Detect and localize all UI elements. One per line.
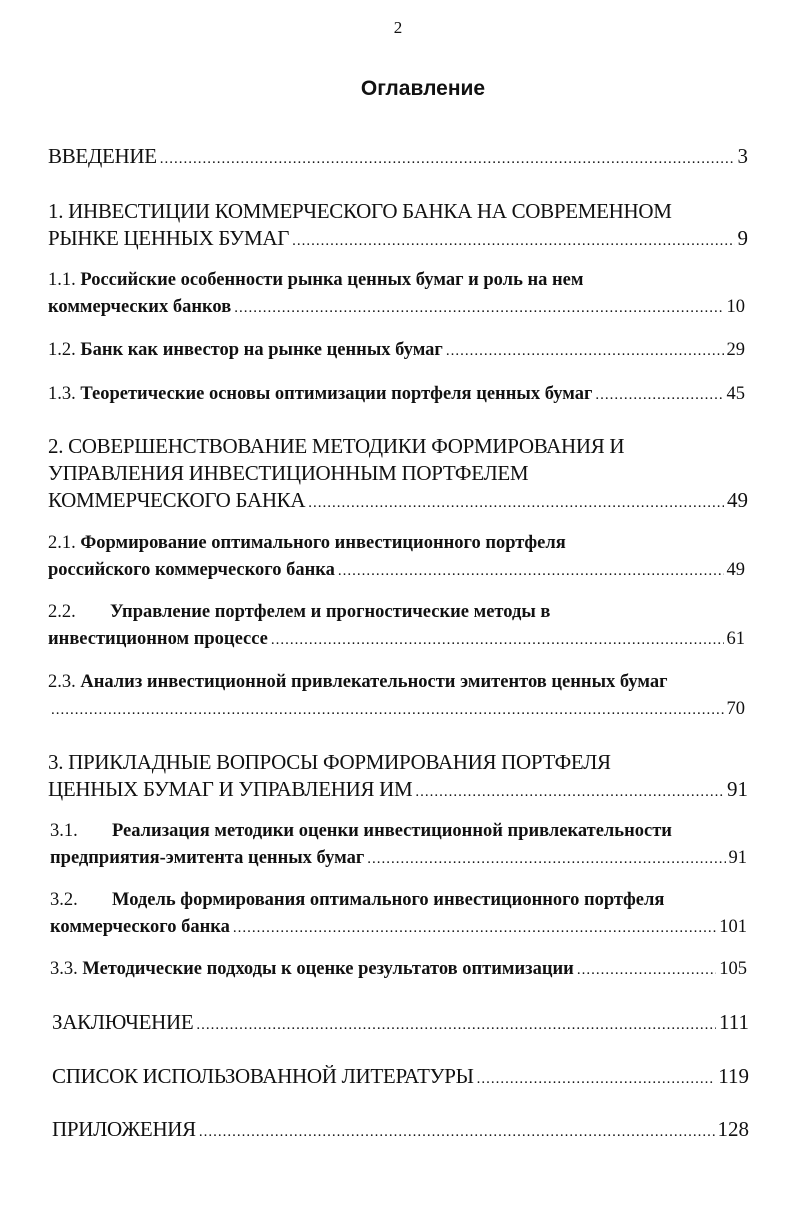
toc-entry-title: инвестиционном процессе — [48, 629, 268, 649]
toc-entry-chapter-3[interactable] — [48, 749, 748, 806]
toc-entry-page: 105 — [719, 959, 747, 979]
toc-entry-title: российского коммерческого банка — [48, 560, 335, 580]
dot-leader — [446, 338, 724, 365]
dot-leader — [595, 382, 723, 409]
toc-entry-title-line: УПРАВЛЕНИЯ ИНВЕСТИЦИОННЫМ ПОРТФЕЛЕМ — [48, 461, 529, 485]
toc-entry-title-line: Анализ инвестиционной привлекательности эмитентов ценных бумаг — [80, 672, 668, 692]
toc-entry-title: Теоретические основы оптимизации портфеля ценных бумаг — [80, 384, 593, 404]
dot-leader — [51, 697, 724, 724]
dot-leader — [160, 146, 735, 173]
toc-entry-section-2-2[interactable] — [48, 599, 745, 654]
toc-entry-page: 70 — [726, 699, 745, 719]
toc-entry-chapter-1[interactable] — [48, 198, 748, 255]
toc-entry-section-2-3[interactable] — [48, 669, 745, 724]
toc-entry-appendices[interactable] — [52, 1116, 749, 1146]
toc-entry-title-line: Реализация методики оценки инвестиционной привлекательности — [112, 821, 672, 841]
toc-entry-number: 3.1. — [50, 821, 78, 841]
toc-entry-page: 49 — [727, 488, 748, 512]
toc-entry-number: 2.2. — [48, 602, 76, 622]
toc-entry-section-1-1[interactable] — [48, 267, 745, 322]
page-number: 2 — [393, 18, 403, 37]
toc-entry-title: предприятия-эмитента ценных бумаг — [50, 848, 365, 868]
dot-leader — [477, 1066, 716, 1093]
dot-leader — [308, 490, 724, 517]
toc-entry-title-line: 3. ПРИКЛАДНЫЕ ВОПРОСЫ ФОРМИРОВАНИЯ ПОРТФЕЛЯ — [48, 750, 611, 774]
toc-entry-section-2-1[interactable] — [48, 530, 745, 585]
toc-entry-title-line: Управление портфелем и прогностические методы в — [110, 602, 551, 622]
toc-entry-page: 119 — [718, 1064, 749, 1088]
toc-entry-page: 45 — [726, 384, 745, 404]
toc-entry-title-line: 1. ИНВЕСТИЦИИ КОММЕРЧЕСКОГО БАНКА НА СОВРЕМЕННОМ — [48, 199, 672, 223]
toc-entry-title: Методические подходы к оценке результатов оптимизации — [82, 959, 574, 979]
dot-leader — [234, 295, 723, 322]
toc-entry-number: 3.3. — [50, 959, 78, 979]
toc-entry-page: 3 — [737, 144, 748, 168]
toc-entry-page: 49 — [726, 560, 745, 580]
dot-leader — [367, 846, 725, 873]
toc-entry-conclusion[interactable] — [52, 1009, 749, 1039]
toc-entry-page: 9 — [737, 226, 748, 250]
toc-entry-number: 1.1. — [48, 270, 76, 290]
toc-entry-bibliography[interactable] — [52, 1063, 749, 1093]
toc-entry-page: 61 — [726, 629, 745, 649]
toc-entry-page: 91 — [728, 848, 747, 868]
toc-entry-section-1-2[interactable] — [48, 337, 745, 365]
toc-entry-page: 10 — [726, 297, 745, 317]
dot-leader — [233, 915, 716, 942]
toc-entry-title-line: Модель формирования оптимального инвестиционного портфеля — [112, 890, 665, 910]
toc-entry-title: ВВЕДЕНИЕ — [48, 144, 157, 168]
toc-entry-chapter-2[interactable] — [48, 433, 748, 517]
dot-leader — [196, 1012, 716, 1039]
toc-entry-section-1-3[interactable] — [48, 381, 745, 409]
toc-entry-section-3-3[interactable] — [50, 956, 747, 984]
dot-leader — [338, 558, 724, 585]
toc-entry-title: ЗАКЛЮЧЕНИЕ — [52, 1010, 194, 1034]
toc-entry-title: РЫНКЕ ЦЕННЫХ БУМАГ — [48, 226, 290, 250]
toc-entry-number: 1.3. — [48, 384, 76, 404]
dot-leader — [292, 228, 734, 255]
dot-leader — [577, 957, 716, 984]
toc-entry-number: 3.2. — [50, 890, 78, 910]
toc-entry-title: СПИСОК ИСПОЛЬЗОВАННОЙ ЛИТЕРАТУРЫ — [52, 1064, 474, 1088]
dot-leader — [199, 1119, 715, 1146]
dot-leader — [415, 779, 724, 806]
toc-entry-title-line: Российские особенности рынка ценных бумаг и роль на нем — [80, 270, 584, 290]
toc-entry-introduction[interactable] — [48, 143, 748, 173]
toc-entry-title: коммерческого банка — [50, 917, 230, 937]
toc-entry-section-3-1[interactable] — [50, 818, 747, 873]
toc-entry-page: 101 — [719, 917, 747, 937]
toc-entry-title: ЦЕННЫХ БУМАГ И УПРАВЛЕНИЯ ИМ — [48, 777, 413, 801]
toc-title: Оглавление — [360, 77, 486, 100]
toc-entry-title-line: Формирование оптимального инвестиционного портфеля — [80, 533, 566, 553]
toc-entry-title: КОММЕРЧЕСКОГО БАНКА — [48, 488, 306, 512]
dot-leader — [271, 627, 724, 654]
toc-entry-page: 91 — [727, 777, 748, 801]
toc-entry-number: 2.3. — [48, 672, 76, 692]
toc-entry-number: 1.2. — [48, 340, 76, 360]
toc-entry-section-3-2[interactable] — [50, 887, 747, 942]
toc-entry-page: 128 — [717, 1117, 749, 1141]
toc-entry-title: Банк как инвестор на рынке ценных бумаг — [80, 340, 443, 360]
toc-entry-number: 2.1. — [48, 533, 76, 553]
toc-entry-title: ПРИЛОЖЕНИЯ — [52, 1117, 196, 1141]
toc-entry-title-line: 2. СОВЕРШЕНСТВОВАНИЕ МЕТОДИКИ ФОРМИРОВАНИЯ И — [48, 434, 625, 458]
toc-entry-title: коммерческих банков — [48, 297, 232, 317]
toc-entry-page: 29 — [726, 340, 745, 360]
toc-entry-page: 111 — [719, 1010, 749, 1034]
